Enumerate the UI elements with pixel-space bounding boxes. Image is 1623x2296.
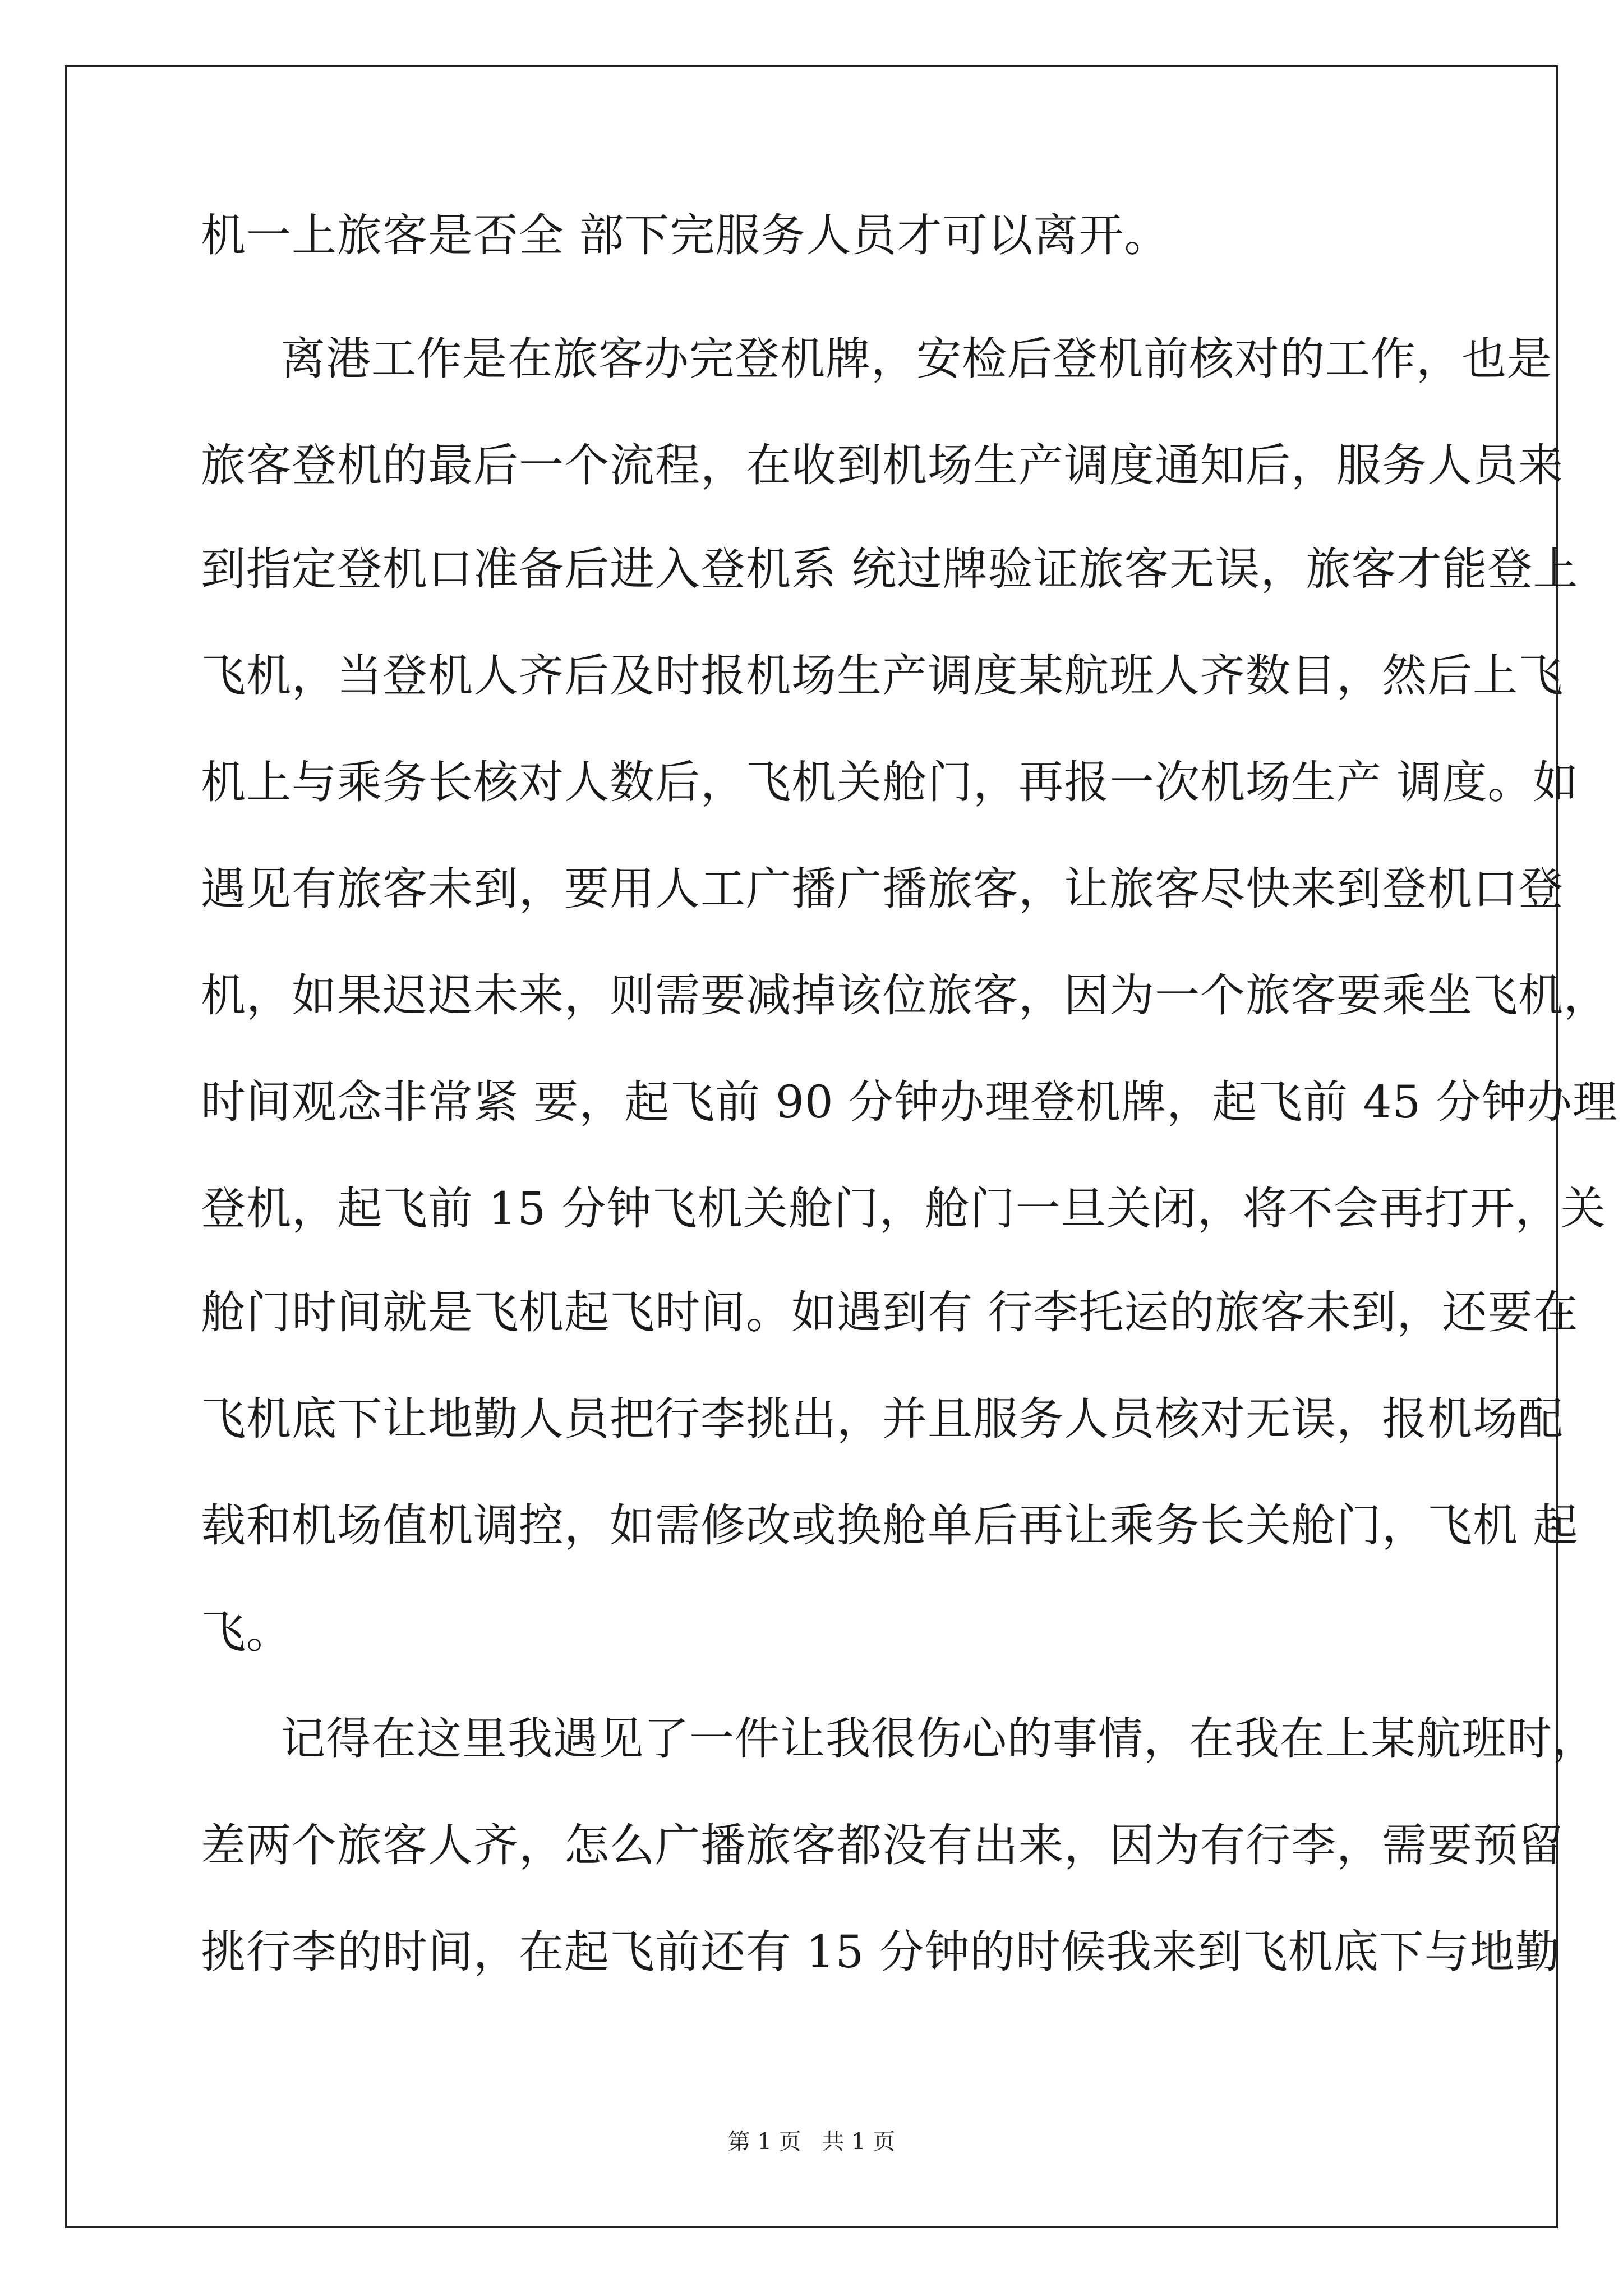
text-line: 旅客登机的最后一个流程，在收到机场生产调度通知后，服务人员来 — [201, 439, 1564, 491]
page-number: 第 1 页 — [727, 2129, 801, 2155]
text-line: 遇见有旅客未到，要用人工广播广播旅客，让旅客尽快来到登机口登 — [201, 863, 1564, 915]
text-line: 到指定登机口准备后进入登机系 统过牌验证旅客无误，旅客才能登上 — [201, 543, 1579, 595]
text-line: 时间观念非常紧 要，起飞前 90 分钟办理登机牌，起飞前 45 分钟办理 — [201, 1076, 1618, 1128]
total-pages: 共 1 页 — [822, 2129, 896, 2155]
text-line: 机上与乘务长核对人数后，飞机关舱门，再报一次机场生产 调度。如 — [201, 756, 1579, 808]
text-line: 飞机，当登机人齐后及时报机场生产调度某航班人齐数目，然后上飞 — [201, 650, 1564, 702]
text-line: 舱门时间就是飞机起飞时间。如遇到有 行李托运的旅客未到，还要在 — [201, 1286, 1579, 1338]
text-line: 挑行李的时间，在起飞前还有 15 分钟的时候我来到飞机底下与地勤 — [201, 1926, 1561, 1978]
text-line: 载和机场值机调控，如需修改或换舱单后再让乘务长关舱门，飞机 起 — [201, 1499, 1579, 1552]
paragraph-start-line: 离港工作是在旅客办完登机牌，安检后登机前核对的工作，也是 — [280, 333, 1552, 385]
text-line: 机，如果迟迟未来，则需要减掉该位旅客，因为一个旅客要乘坐飞机， — [201, 969, 1609, 1022]
text-line: 飞机底下让地勤人员把行李挑出，并且服务人员核对无误，报机场配 — [201, 1393, 1564, 1445]
text-line: 登机，起飞前 15 分钟飞机关舱门，舱门一旦关闭，将不会再打开，关 — [201, 1182, 1606, 1235]
page-footer — [0, 2128, 1623, 2156]
page-border — [65, 65, 1618, 2228]
text-line: 差两个旅客人齐，怎么广播旅客都没有出来，因为有行李，需要预留 — [201, 1819, 1564, 1871]
text-line: 飞。 — [201, 1606, 292, 1658]
paragraph-start-line: 记得在这里我遇见了一件让我很伤心的事情，在我在上某航班时， — [280, 1713, 1598, 1765]
text-line: 机一上旅客是否全 部下完服务人员才可以离开。 — [201, 209, 1170, 261]
